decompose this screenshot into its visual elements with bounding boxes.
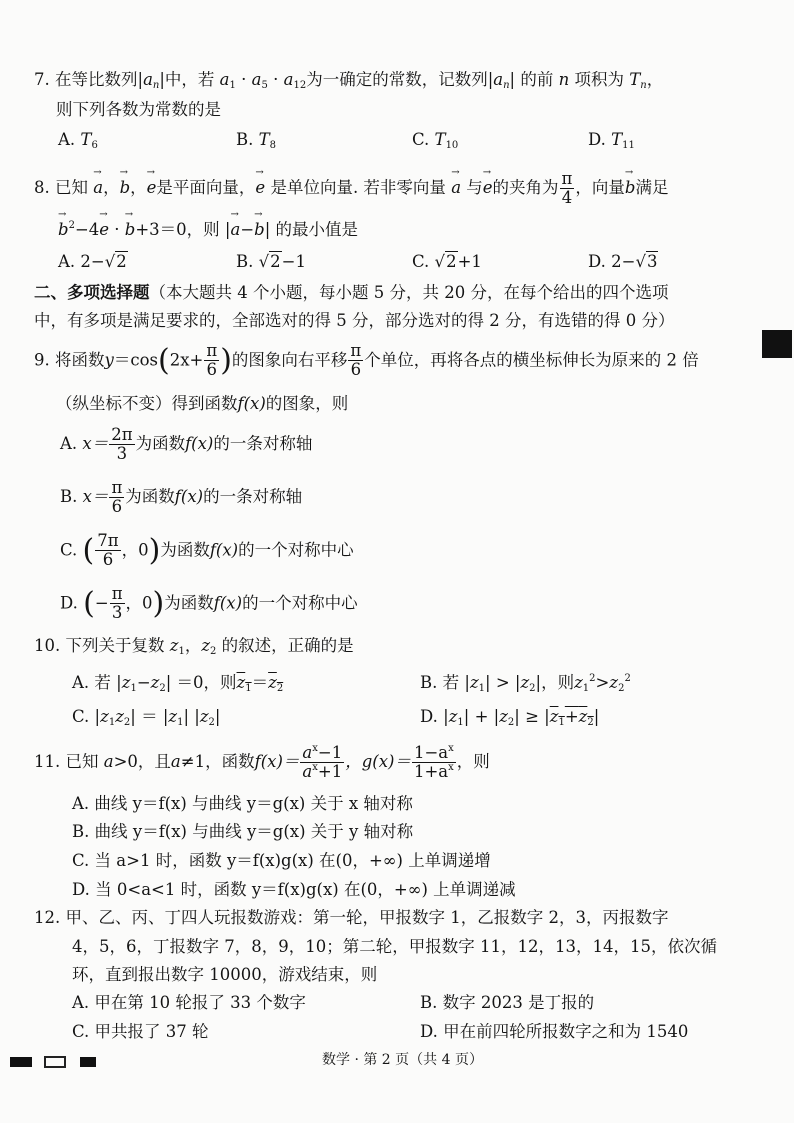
page-footer: 数学 · 第 2 页（共 4 页） (322, 1052, 483, 1068)
q7-option-c[interactable]: C. $T_{10}$ (412, 130, 459, 151)
section2-heading: 二、多项选择题（本大题共 4 个小题，每小题 5 分，共 20 分，在每个给出的四个选项 (34, 283, 669, 302)
section2-desc: 中，有多项是满足要求的，全部选对的得 5 分，部分选对的得 2 分，有选错的得 0 分） (34, 311, 675, 330)
q12-option-a[interactable]: A. 甲在第 10 轮报了 33 个数字 (72, 993, 306, 1012)
q7-option-a[interactable]: A. $T_6$ (58, 130, 98, 151)
footer-mark-1 (10, 1057, 32, 1067)
q9-option-a[interactable]: A. x＝ $\frac{2\pi}{3}$ 为函数f(x)的一条对称轴 (60, 425, 313, 464)
footer-mark-2 (44, 1056, 66, 1068)
q10-option-d[interactable]: D. $|z_1| + |z_2| \ge |z_1+z_2|$ (420, 707, 600, 728)
q11-option-a[interactable]: A. 曲线 y＝f(x) 与曲线 y＝g(x) 关于 x 轴对称 (72, 794, 413, 813)
edge-marker (762, 330, 792, 358)
q10-stem: 10. 下列关于复数 $z_1$，$z_2$ 的叙述，正确的是 (34, 636, 354, 657)
q12-stem-line1: 12. 甲、乙、丙、丁四人玩报数游戏：第一轮，甲报数字 1，乙报数字 2，3，丙报数字 (34, 908, 669, 927)
q11-option-b[interactable]: B. 曲线 y＝f(x) 与曲线 y＝g(x) 关于 y 轴对称 (72, 822, 414, 841)
q11-stem: 11. 已知 a>0，且a≠1，函数f(x)＝ $\frac{a^x-1}{a^x+1}$ ，g(x)＝ $\frac{1-a^x}{1+a^x}$ ，则 (34, 743, 490, 782)
q10-option-b[interactable]: B. 若 $|z_1| > |z_2|$，则$z_1^2>z_2^2$ (420, 673, 631, 694)
q8-option-a[interactable]: A. 2−√2 (58, 252, 127, 271)
q8-stem-line2: → $b^2-4\to e$ · → b+3＝0，则 |→ a−→ b| 的最小值是 (58, 220, 358, 241)
q8-option-d[interactable]: D. 2−√3 (588, 252, 658, 271)
footer-mark-3 (80, 1057, 96, 1067)
q12-option-c[interactable]: C. 甲共报了 37 轮 (72, 1022, 209, 1041)
q9-stem-line2: （纵坐标不变）得到函数f(x)的图象，则 (56, 394, 349, 413)
q7-stem-line1: 7. 在等比数列$|a_n|$中，若 $a_1 \cdot a_5 \cdot a_{12}$为一确定的常数，记数列$|a_n|$ 的前 n 项积为 $T_n$， (34, 70, 664, 91)
q9-stem-line1: 9. 将函数y＝cos(2x+ $\frac{\pi}{6}$ )的图象向右平移 $\frac{\pi}{6}$ 个单位，再将各点的横坐标伸长为原来的 2 倍 (34, 341, 699, 380)
q7-option-d[interactable]: D. $T_{11}$ (588, 130, 635, 151)
q12-option-b[interactable]: B. 数字 2023 是丁报的 (420, 993, 595, 1012)
q10-option-c[interactable]: C. $|z_1z_2| = |z_1|$ $|z_2|$ (72, 707, 221, 728)
q10-option-a[interactable]: A. 若 $|z_1-z_2| =0$，则$z_1=z_2$ (72, 673, 284, 694)
q12-option-d[interactable]: D. 甲在前四轮所报数字之和为 1540 (420, 1022, 689, 1041)
q8-option-c[interactable]: C. √2+1 (412, 252, 482, 271)
q8-option-b[interactable]: B. √2−1 (236, 252, 306, 271)
q7-stem-line2: 则下列各数为常数的是 (56, 100, 221, 119)
q9-option-d[interactable]: D. (− $\frac{\pi}{3}$ ，0)为函数f(x)的一个对称中心 (60, 584, 358, 623)
q9-option-c[interactable]: C. ( $\frac{7\pi}{6}$ ，0)为函数f(x)的一个对称中心 (60, 531, 354, 570)
q12-stem-line2: 4，5，6，丁报数字 7，8，9，10；第二轮，甲报数字 11，12，13，14，15，依次循 (72, 937, 717, 956)
q11-option-c[interactable]: C. 当 a>1 时，函数 y＝f(x)g(x) 在(0，+∞) 上单调递增 (72, 851, 491, 870)
q11-option-d[interactable]: D. 当 0<a<1 时，函数 y＝f(x)g(x) 在(0，+∞) 上单调递减 (72, 880, 516, 899)
q9-option-b[interactable]: B. x＝ $\frac{\pi}{6}$ 为函数f(x)的一条对称轴 (60, 478, 303, 517)
q12-stem-line3: 环，直到报出数字 10000，游戏结束，则 (72, 965, 378, 984)
q8-stem-line1: 8. 已知 → a，→ b，→ e是平面向量，→ e 是单位向量. 若非零向量 → a 与→ e的夹角为 $\frac{\pi}{4}$ ，向量→ b满足 (34, 170, 668, 207)
q7-option-b[interactable]: B. $T_8$ (236, 130, 277, 151)
